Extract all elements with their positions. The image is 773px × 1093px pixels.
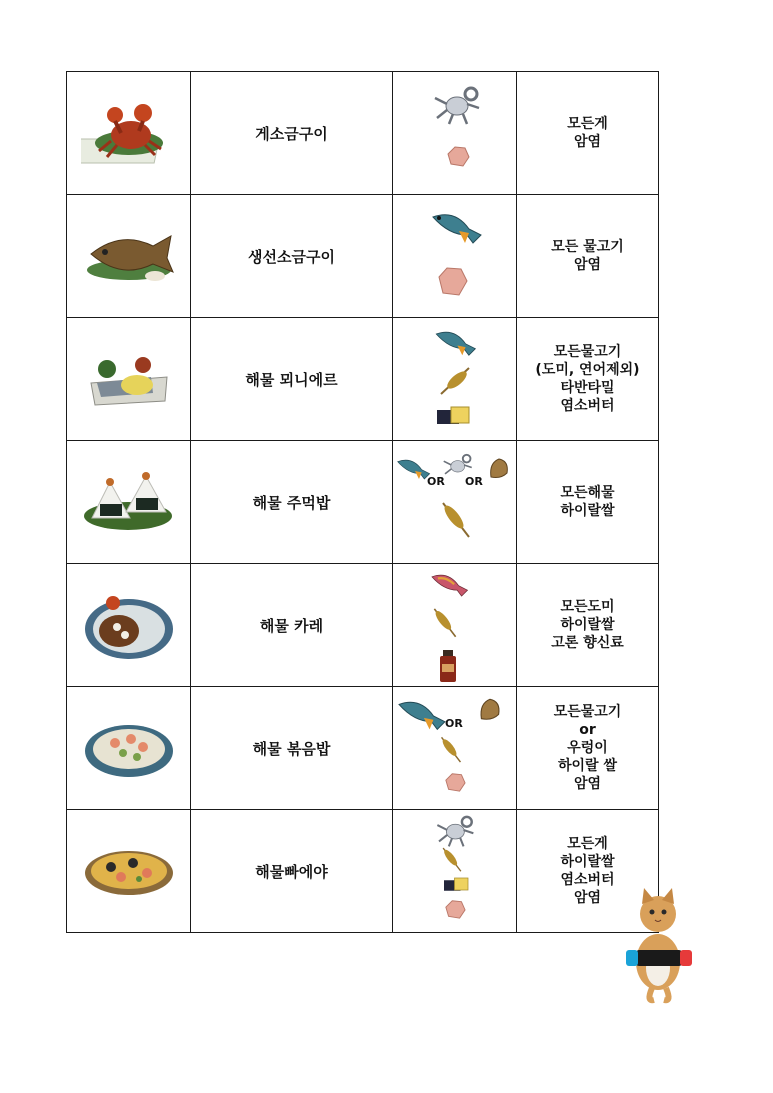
crab-icon [431, 82, 487, 126]
note-line: 암염 [573, 257, 602, 273]
wheat-icon [437, 497, 475, 541]
table-row [67, 441, 659, 564]
note-line: 염소버터 [560, 872, 615, 888]
rock-salt-icon [443, 898, 467, 920]
dish-name-cell [191, 687, 393, 810]
notes-cell [517, 195, 659, 318]
ingredient-notes [517, 703, 658, 793]
note-line: 모든 물고기 [551, 239, 624, 255]
dish-name-cell [191, 195, 393, 318]
goat-butter-icon [441, 874, 471, 894]
note-line: 타반타밀 [560, 380, 615, 396]
table-row [67, 72, 659, 195]
rock-salt-icon [443, 771, 467, 793]
ingredients-cell [393, 195, 517, 318]
dish-name: 해물 뫼니에르 [245, 370, 338, 389]
goat-butter-icon [433, 402, 473, 428]
note-line: 하이랄 쌀 [558, 758, 617, 774]
ingredient-notes [517, 115, 658, 151]
dish-name-cell [191, 72, 393, 195]
seafood-rice-balls-icon [80, 464, 178, 540]
rock-salt-icon [445, 144, 471, 168]
table-row [67, 195, 659, 318]
table-row [67, 318, 659, 441]
note-line: 하이랄쌀 [560, 617, 615, 633]
dish-image-cell [67, 195, 191, 318]
ingredients-cell [393, 72, 517, 195]
wheat-icon [427, 604, 463, 640]
note-line: 암염 [573, 776, 602, 792]
ingredients-cell [393, 810, 517, 933]
dish-name-cell [191, 441, 393, 564]
fish-icon [429, 205, 483, 251]
porgy-icon [429, 568, 469, 602]
notes-cell [517, 687, 659, 810]
dish-name-cell [191, 810, 393, 933]
wheat-icon [437, 733, 465, 765]
or-label: OR [465, 475, 483, 488]
seafood-paella-icon [81, 843, 177, 899]
dish-name: 해물빠에야 [255, 862, 328, 881]
ingredients-cell [393, 441, 517, 564]
note-line: 모든물고기 [553, 704, 622, 720]
ingredients-cell [393, 564, 517, 687]
dish-name-cell [191, 318, 393, 441]
dish-name: 해물 카레 [259, 616, 324, 635]
fish-icon [433, 324, 477, 362]
note-line: 모든게 [567, 116, 608, 132]
or-label: OR [427, 475, 445, 488]
note-line: 하이랄쌀 [560, 854, 615, 870]
wheat-icon [439, 844, 465, 874]
dish-image-cell [67, 318, 191, 441]
dish-image-cell [67, 441, 191, 564]
salt-grilled-fish-icon [81, 224, 177, 288]
cat-with-game-console-icon [612, 880, 704, 1005]
note-line: 고론 향신료 [551, 635, 624, 651]
ingredient-notes [517, 238, 658, 274]
note-line: (도미, 연어제외) [535, 362, 640, 378]
note-line: 우렁이 [567, 740, 608, 756]
seafood-fried-rice-icon [81, 715, 177, 781]
wheat-icon [435, 364, 475, 398]
rock-salt-icon [435, 265, 469, 297]
ingredients-cell [393, 318, 517, 441]
ingredient-notes [517, 484, 658, 520]
note-line: 염소버터 [560, 398, 615, 414]
note-line: 암염 [573, 890, 602, 906]
fish-icon [395, 693, 447, 737]
seafood-meuniere-icon [81, 347, 177, 411]
dish-name: 해물 주먹밥 [252, 493, 331, 512]
spice-jar-icon [437, 648, 459, 684]
dish-name-cell [191, 564, 393, 687]
table-row [67, 810, 659, 933]
dish-name: 생선소금구이 [248, 247, 335, 266]
notes-cell [517, 564, 659, 687]
note-line: 모든도미 [560, 599, 615, 615]
note-line: 하이랄쌀 [560, 503, 615, 519]
dish-image-cell [67, 810, 191, 933]
note-line: 모든물고기 [553, 344, 622, 360]
dish-name: 게소금구이 [255, 124, 328, 143]
table-row [67, 564, 659, 687]
recipe-table [66, 71, 659, 933]
ingredients-cell [393, 687, 517, 810]
table-row [67, 687, 659, 810]
ingredient-notes [517, 343, 658, 415]
note-line: 모든해물 [560, 485, 615, 501]
or-label: OR [445, 717, 463, 730]
seafood-curry-icon [81, 587, 177, 663]
dish-image-cell [67, 72, 191, 195]
note-line: 모든게 [567, 836, 608, 852]
salt-grilled-crab-icon [81, 93, 177, 173]
note-line: or [579, 722, 596, 738]
ingredient-notes [517, 598, 658, 652]
crab-icon [433, 812, 481, 848]
snail-icon [487, 455, 511, 481]
notes-cell [517, 441, 659, 564]
notes-cell [517, 318, 659, 441]
note-line: 암염 [573, 134, 602, 150]
notes-cell [517, 72, 659, 195]
dish-image-cell [67, 687, 191, 810]
fish-icon [395, 453, 431, 485]
snail-icon [477, 695, 503, 723]
dish-name: 해물 볶음밥 [252, 739, 331, 758]
dish-image-cell [67, 564, 191, 687]
